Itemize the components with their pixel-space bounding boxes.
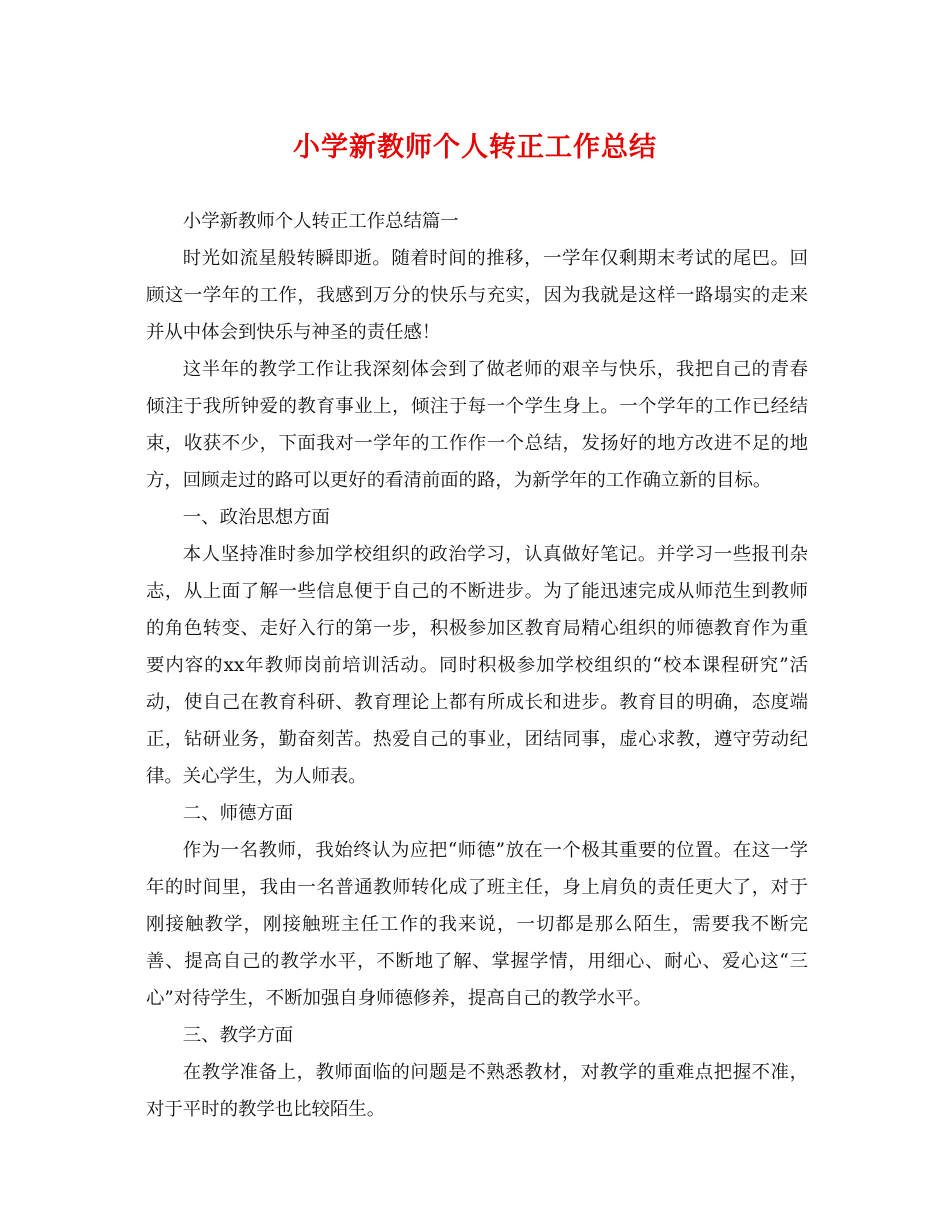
paragraph: 作为一名教师，我始终认为应把“师德”放在一个极其重要的位置。在这一学年的时间里，我由一名普通教师转化成了班主任，身上肩负的责任更大了，对于刚接触教学，刚接触班主任工作的我来说，一切都是那么陌生，需要我不断完善、提高自己的教学水平，不断地了解、掌握学情，用细心、耐心、爱心这“三心”对待学生，不断加强自身师德修养，提高自己的教学水平。 [146, 840, 808, 1009]
paragraph: 本人坚持准时参加学校组织的政治学习，认真做好笔记。并学习一些报刊杂志，从上面了解一些信息便于自己的不断进步。为了能迅速完成从师范生到教师的角色转变、走好入行的第一步，积极参加区教育局精心组织的师德教育作为重要内容的xx年教师岗前培训活动。同时积极参加学校组织的“校本课程研究”活动，使自己在教育科研、教育理论上都有所成长和进步。教育目的明确，态度端正，钻研业务，勤奋刻苦。热爱自己的事业，团结同事，虚心求教，遵守劳动纪律。关心学生，为人师表。 [146, 544, 808, 787]
document-title: 小学新教师个人转正工作总结 [293, 132, 657, 163]
paragraph: 在教学准备上，教师面临的问题是不熟悉教材，对教学的重难点把握不准，对于平时的教学也比较陌生。 [146, 1062, 808, 1120]
paragraph-subtitle: 小学新教师个人转正工作总结篇一 [182, 211, 459, 232]
section-heading: 一、政治思想方面 [182, 507, 330, 528]
paragraph: 时光如流星般转瞬即逝。随着时间的推移，一学年仅剩期末考试的尾巴。回顾这一学年的工作，我感到万分的快乐与充实，因为我就是这样一路塌实的走来并从中体会到快乐与神圣的责任感！ [146, 248, 808, 343]
paragraph: 这半年的教学工作让我深刻体会到了做老师的艰辛与快乐，我把自己的青春倾注于我所钟爱的教育事业上，倾注于每一个学生身上。一个学年的工作已经结束，收获不少，下面我对一学年的工作作一个总结，发扬好的地方改进不足的地方，回顾走过的路可以更好的看清前面的路，为新学年的工作确立新的目标。 [146, 359, 808, 491]
section-heading: 三、教学方面 [182, 1025, 294, 1046]
document-body [146, 203, 808, 1128]
section-heading: 二、师德方面 [182, 803, 294, 824]
